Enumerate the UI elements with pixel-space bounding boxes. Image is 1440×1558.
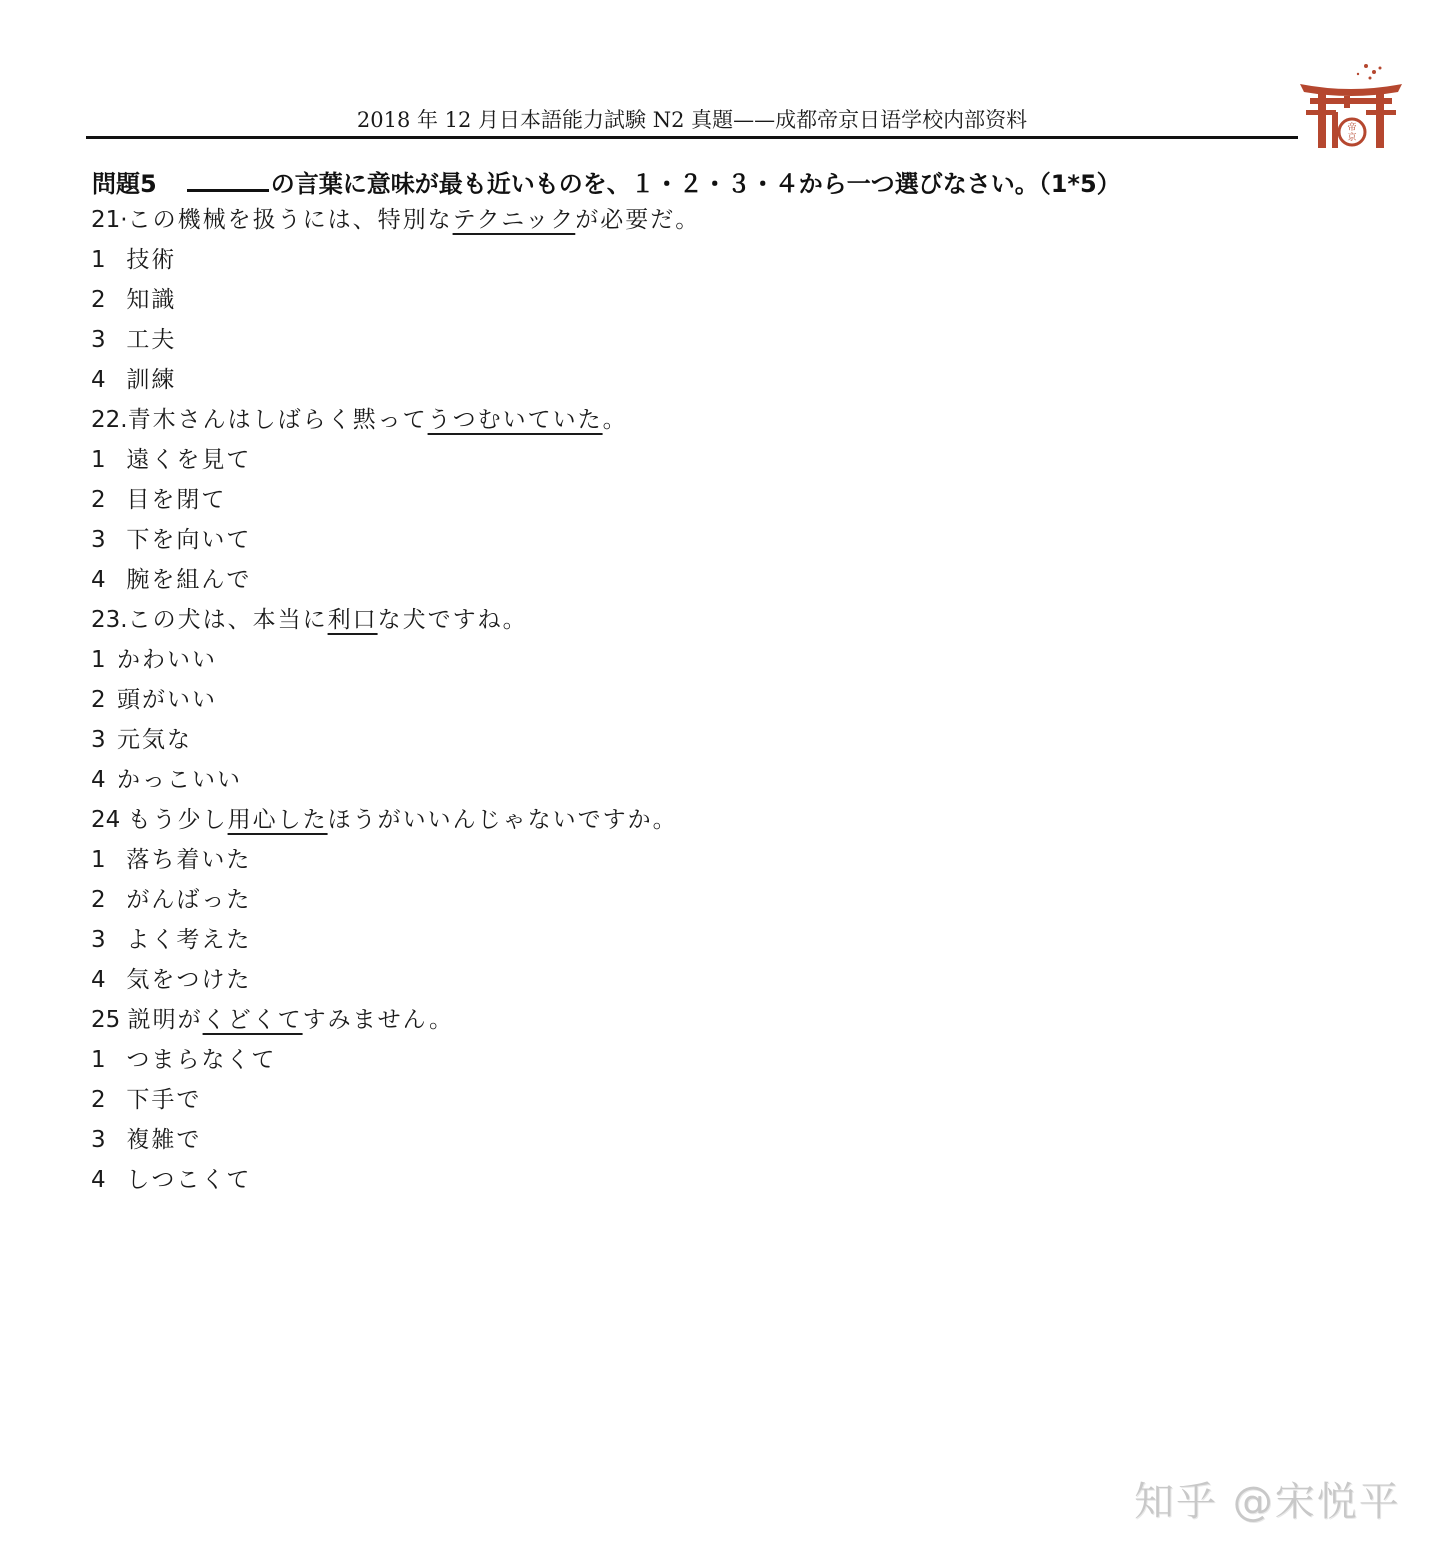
option-text: 訓練 xyxy=(126,367,177,393)
option-23-4 xyxy=(91,760,700,800)
option-number: 3 xyxy=(91,927,106,953)
option-number: 2 xyxy=(91,487,106,513)
option-25-2 xyxy=(91,1080,700,1120)
underlined-word: 用心した xyxy=(227,807,328,833)
option-23-3 xyxy=(91,720,700,760)
question-number: 24 xyxy=(91,807,128,833)
question-text-end: ほうがいいんじゃないですか。 xyxy=(327,807,678,833)
option-number: 4 xyxy=(91,367,106,393)
header-title: 2018 年 12 月日本語能力試験 N2 真題——成都帝京日语学校内部资料 xyxy=(356,108,1028,132)
option-23-2 xyxy=(91,680,700,720)
question-22 xyxy=(91,400,700,440)
option-number: 1 xyxy=(91,1047,106,1073)
option-number: 1 xyxy=(91,447,106,473)
option-24-4 xyxy=(91,960,700,1000)
option-text: かっこいい xyxy=(116,767,242,793)
option-number: 4 xyxy=(91,767,108,793)
option-text: 気をつけた xyxy=(126,967,252,993)
instruction xyxy=(92,164,1121,199)
underlined-word: くどくて xyxy=(202,1007,303,1033)
option-number: 3 xyxy=(91,727,108,753)
option-text: 落ち着いた xyxy=(126,847,252,873)
option-21-4 xyxy=(91,360,700,400)
question-text: 説明が xyxy=(127,1007,203,1033)
question-text-end: すみません。 xyxy=(302,1007,454,1033)
option-23-1 xyxy=(91,640,700,680)
option-25-4 xyxy=(91,1160,700,1200)
option-number: 3 xyxy=(91,1127,106,1153)
option-number: 4 xyxy=(91,967,106,993)
option-text: 目を閉て xyxy=(126,487,227,513)
question-text-end: 。 xyxy=(602,407,628,433)
question-25 xyxy=(91,1000,700,1040)
instruction-text: の言葉に意味が最も近いものを、１・２・３・４から一つ選びなさい。（1*5） xyxy=(270,170,1121,198)
option-text: 工夫 xyxy=(126,327,177,353)
option-22-4 xyxy=(91,560,700,600)
question-text: 青木さんはしばらく黙って xyxy=(127,407,428,433)
header-rule xyxy=(86,136,1298,139)
option-text: 知識 xyxy=(126,287,177,313)
option-25-1 xyxy=(91,1040,700,1080)
question-number: 25 xyxy=(91,1007,128,1033)
question-text: この機械を扱うには、特別な xyxy=(127,207,453,233)
question-text-end: が必要だ。 xyxy=(575,207,701,233)
question-number: 22. xyxy=(91,407,128,433)
option-24-1 xyxy=(91,840,700,880)
option-number: 3 xyxy=(91,327,106,353)
option-22-3 xyxy=(91,520,700,560)
option-21-3 xyxy=(91,320,700,360)
watermark: 知乎 @宋悦平 xyxy=(1134,1479,1401,1525)
underlined-word: うつむいていた xyxy=(427,407,603,433)
option-number: 2 xyxy=(91,1087,106,1113)
option-22-2 xyxy=(91,480,700,520)
option-text: かわいい xyxy=(116,647,217,673)
problem-label: 問題5 xyxy=(92,170,157,198)
svg-text:帝: 帝 xyxy=(1347,123,1357,133)
option-number: 1 xyxy=(91,847,106,873)
option-text: つまらなくて xyxy=(126,1047,277,1073)
question-text: もう少し xyxy=(127,807,228,833)
school-logo xyxy=(1296,60,1406,152)
question-24 xyxy=(91,800,700,840)
option-text: 元気な xyxy=(116,727,192,753)
blank-underline xyxy=(187,167,269,192)
question-number: 23. xyxy=(91,607,128,633)
option-text: 複雑で xyxy=(126,1127,202,1153)
option-24-3 xyxy=(91,920,700,960)
option-text: がんばった xyxy=(126,887,252,913)
option-text: 下手で xyxy=(126,1087,202,1113)
option-text: 頭がいい xyxy=(116,687,217,713)
option-21-2 xyxy=(91,280,700,320)
option-text: 腕を組んで xyxy=(126,567,252,593)
option-number: 4 xyxy=(91,567,106,593)
question-number: 21· xyxy=(91,207,128,233)
option-number: 4 xyxy=(91,1167,106,1193)
option-text: 下を向いて xyxy=(126,527,252,553)
option-number: 2 xyxy=(91,287,106,313)
option-number: 2 xyxy=(91,687,108,713)
question-text-end: な犬ですね。 xyxy=(377,607,528,633)
option-number: 1 xyxy=(91,647,108,673)
question-23 xyxy=(91,600,700,640)
underlined-word: 利口 xyxy=(327,607,378,633)
question-21 xyxy=(91,200,700,240)
option-number: 1 xyxy=(91,247,106,273)
option-text: 遠くを見て xyxy=(126,447,252,473)
underlined-word: テクニック xyxy=(452,207,576,233)
option-text: しつこくて xyxy=(126,1167,252,1193)
option-21-1 xyxy=(91,240,700,280)
option-number: 3 xyxy=(91,527,106,553)
question-list xyxy=(91,200,700,1200)
svg-text:京: 京 xyxy=(1347,133,1357,143)
option-25-3 xyxy=(91,1120,700,1160)
option-text: よく考えた xyxy=(126,927,252,953)
option-number: 2 xyxy=(91,887,106,913)
torii-gate-logo-icon xyxy=(1296,60,1406,152)
option-text: 技術 xyxy=(126,247,177,273)
option-24-2 xyxy=(91,880,700,920)
option-22-1 xyxy=(91,440,700,480)
question-text: この犬は、本当に xyxy=(127,607,328,633)
